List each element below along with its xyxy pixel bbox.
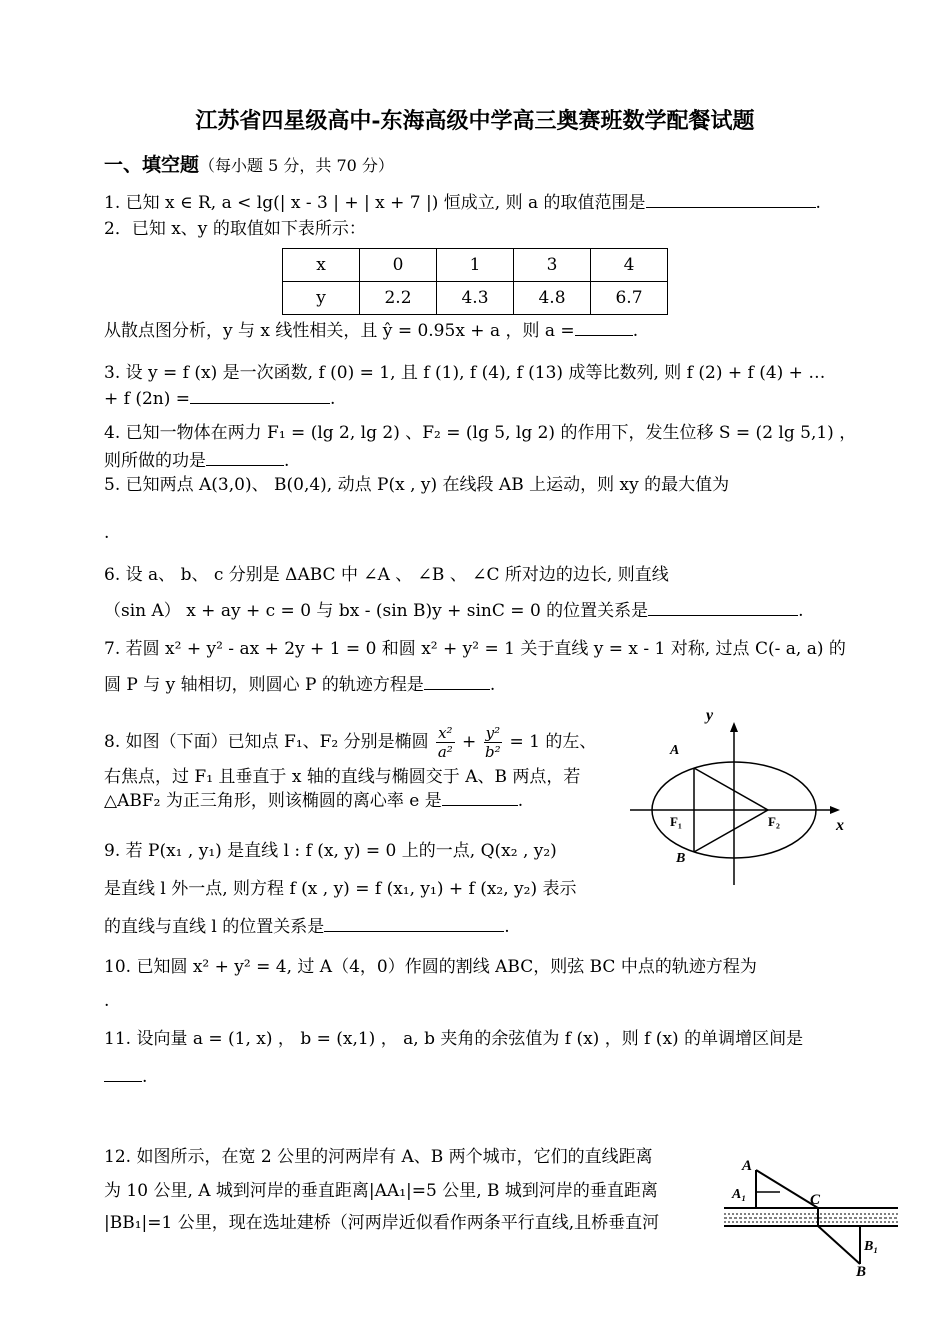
table-cell: 0 xyxy=(360,249,437,282)
label-a: A xyxy=(670,743,680,758)
answer-blank[interactable] xyxy=(575,335,633,336)
x-axis-arrow-icon xyxy=(830,806,840,814)
question-9-line2: 是直线 l 外一点, 则方程 f (x , y) = f (x₁, y₁) + f (x₂, y₂) 表示 xyxy=(104,879,577,899)
question-10-line1: 10. 已知圆 x² + y² = 4, 过 A（4，0）作圆的割线 ABC，则弦 BC 中点的轨迹方程为 xyxy=(104,957,757,977)
question-3-line2: + f (2n) = . xyxy=(104,389,336,409)
label-b: B xyxy=(856,1264,867,1277)
y-axis-arrow-icon xyxy=(730,722,738,732)
question-10-line2: . xyxy=(104,991,110,1011)
fraction-denominator: b² xyxy=(485,743,501,761)
table-header-x: x xyxy=(283,249,360,282)
section-note: （每小题 5 分，共 70 分） xyxy=(199,156,394,175)
side-af2 xyxy=(694,768,768,810)
question-3-line1: 3. 设 y = f (x) 是一次函数, f (0) = 1, 且 f (1), f (4), f (13) 成等比数列, 则 f (2) + f (4) + … xyxy=(104,363,826,383)
label-x: x xyxy=(836,817,844,834)
answer-blank[interactable] xyxy=(442,805,518,806)
question-9-line3: 的直线与直线 l 的位置关系是 . xyxy=(104,917,510,937)
answer-blank[interactable] xyxy=(324,931,504,932)
segment-ac xyxy=(756,1170,818,1208)
question-12-line1: 12. 如图所示，在宽 2 公里的河两岸有 A、B 两个城市，它们的直线距离 xyxy=(104,1147,653,1167)
question-5-line2: . xyxy=(104,523,110,543)
table-cell: 4 xyxy=(591,249,668,282)
question-6-line1: 6. 设 a、 b、 c 分别是 ΔABC 中 ∠A 、 ∠B 、 ∠C 所对边的边长, 则直线 xyxy=(104,565,669,585)
table-cell: 2.2 xyxy=(360,282,437,315)
question-4-line2: 则所做的功是 . xyxy=(104,451,290,471)
side-bf2 xyxy=(694,810,768,852)
river-bridge-figure xyxy=(720,1152,900,1277)
label-f1: F₁ xyxy=(670,814,682,829)
answer-blank[interactable] xyxy=(648,615,798,616)
question-8-line1: 8. 如图（下面）已知点 F₁、F₂ 分别是椭圆 $\frac{\text{x²}}{\text{a²}}$ + $\frac{\text{y²}}{\text{b²}}$ = 1 的左、 xyxy=(104,724,597,761)
answer-blank[interactable] xyxy=(206,465,284,466)
table-cell: 6.7 xyxy=(591,282,668,315)
question-8-line3: △ABF₂ 为正三角形，则该椭圆的离心率 e 是 . xyxy=(104,791,524,811)
xy-table xyxy=(282,248,668,315)
question-8-line2: 右焦点，过 F₁ 且垂直于 x 轴的直线与椭圆交于 A、B 两点，若 xyxy=(104,767,581,787)
label-f2: F₂ xyxy=(768,814,780,829)
label-y: y xyxy=(706,707,714,724)
label-b: B xyxy=(676,851,686,866)
answer-blank[interactable] xyxy=(104,1081,142,1082)
question-12-line3: |BB₁|=1 公里，现在选址建桥（河两岸近似看作两条平行直线,且桥垂直河 xyxy=(104,1213,660,1233)
question-9-line1: 9. 若 P(x₁ , y₁) 是直线 l : f (x, y) = 0 上的一点, Q(x₂ , y₂) xyxy=(104,841,557,861)
fraction-numerator: x² xyxy=(438,724,453,742)
table-row xyxy=(283,249,668,282)
question-2-intro: 2．已知 x、y 的取值如下表所示： xyxy=(104,219,366,239)
question-4-line1: 4. 已知一物体在两力 F₁ = (lg 2, lg 2) 、F₂ = (lg 5, lg 2) 的作用下，发生位移 S = (2 lg 5,1) ， xyxy=(104,423,857,443)
question-6-line2: （sin A） x + ay + c = 0 与 bx - (sin B)y + sinC = 0 的位置关系是 . xyxy=(104,601,804,621)
label-b1: B₁ xyxy=(864,1239,879,1254)
question-7-line2: 圆 P 与 y 轴相切，则圆心 P 的轨迹方程是 . xyxy=(104,675,496,695)
table-cell: 3 xyxy=(514,249,591,282)
question-5-line1: 5. 已知两点 A(3,0)、 B(0,4), 动点 P(x , y) 在线段 AB 上运动，则 xy 的最大值为 xyxy=(104,475,730,495)
label-a1: A₁ xyxy=(732,1187,747,1202)
table-row xyxy=(283,282,668,315)
question-2-text: 从散点图分析，y 与 x 线性相关，且 ŷ = 0.95x + a ，则 a = . xyxy=(104,321,639,341)
table-cell: 4.8 xyxy=(514,282,591,315)
table-header-y: y xyxy=(283,282,360,315)
page-title: 江苏省四星级高中-东海高级中学高三奥赛班数学配餐试题 xyxy=(195,108,755,134)
segment-db xyxy=(818,1226,860,1264)
question-11-line1: 11. 设向量 a = (1, x) ， b = (x,1) ， a, b 夹角的余弦值为 f (x) ，则 f (x) 的单调增区间是 xyxy=(104,1029,804,1049)
fraction-denominator: a² xyxy=(437,743,453,761)
section-heading: 一、填空题（每小题 5 分，共 70 分） xyxy=(104,154,394,176)
answer-blank[interactable] xyxy=(646,207,816,208)
label-a: A xyxy=(742,1158,753,1174)
table-cell: 4.3 xyxy=(437,282,514,315)
question-1: 1. 已知 x ∈ R, a < lg(| x - 3 | + | x + 7 |) 恒成立, 则 a 的取值范围是 . xyxy=(104,193,821,213)
answer-blank[interactable] xyxy=(424,689,490,690)
label-c: C xyxy=(810,1192,821,1208)
fraction-numerator: y² xyxy=(485,724,501,742)
ellipse-figure xyxy=(620,700,860,890)
question-7-line1: 7. 若圆 x² + y² - ax + 2y + 1 = 0 和圆 x² + y² = 1 关于直线 y = x - 1 对称, 过点 C(- a, a) 的 xyxy=(104,639,846,659)
question-11-line2: . xyxy=(104,1066,147,1088)
table-cell: 1 xyxy=(437,249,514,282)
question-12-line2: 为 10 公里, A 城到河岸的垂直距离|AA₁|=5 公里, B 城到河岸的垂直距离 xyxy=(104,1181,658,1201)
answer-blank[interactable] xyxy=(190,403,330,404)
